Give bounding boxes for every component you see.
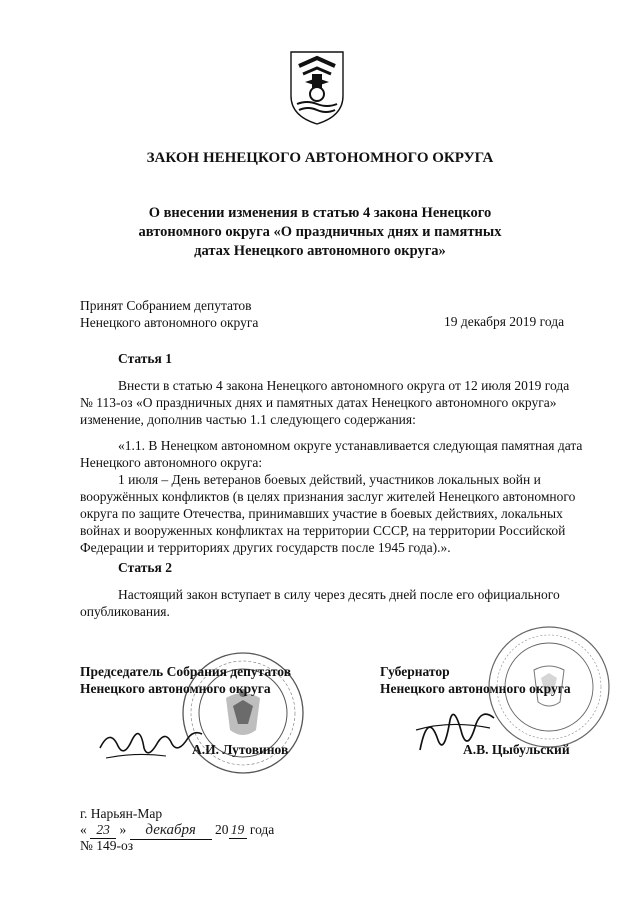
signatory-title: Ненецкого автономного округа <box>380 681 571 696</box>
adopted-line: Ненецкого автономного округа <box>80 315 259 330</box>
date-quote-open: « <box>80 822 87 837</box>
law-number: № 149-оз <box>80 838 134 853</box>
article-1-paragraph-2 <box>80 437 583 471</box>
adopted-line: Принят Собранием депутатов <box>80 298 252 313</box>
text-line: войнах и вооруженных конфликтах на территории СССР, на территории Российской <box>80 523 566 538</box>
coat-of-arms-icon <box>287 48 347 128</box>
handwritten-signature-right <box>410 700 500 760</box>
signatory-title: Губернатор <box>380 664 450 679</box>
article-1-heading: Статья 1 <box>118 351 172 366</box>
subtitle-line: датах Ненецкого автономного округа» <box>194 243 446 259</box>
text-line: вооружённых конфликтов (в целях признания заслуг жителей Ненецкого автономного <box>80 489 576 504</box>
signatory-name-left: А.И. Лутовинов <box>192 742 289 757</box>
date-day: 23 <box>90 822 116 839</box>
date-word: года <box>249 822 275 837</box>
document-subtitle <box>0 204 640 261</box>
date-month: декабря <box>130 822 212 840</box>
text-line: «1.1. В Ненецком автономном округе устанавливается следующая памятная дата <box>118 438 583 453</box>
handwritten-signature-left <box>96 718 206 768</box>
article-2-heading: Статья 2 <box>118 560 172 575</box>
text-line: Ненецкого автономного округа: <box>80 455 263 470</box>
text-line: Федерации и территориях других государств после 1945 года).». <box>80 540 451 555</box>
subtitle-line: О внесении изменения в статью 4 закона Ненецкого <box>148 205 492 221</box>
footer-place: г. Нарьян-Мар <box>80 806 163 821</box>
text-line: Внести в статью 4 закона Ненецкого автономного округа от 12 июля 2019 года <box>118 378 570 393</box>
document-title: ЗАКОН НЕНЕЦКОГО АВТОНОМНОГО ОКРУГА <box>146 150 494 166</box>
text-line: 1 июля – День ветеранов боевых действий, участников локальных войн и <box>118 472 541 487</box>
signatory-title: Ненецкого автономного округа <box>80 681 271 696</box>
signatory-name-right: А.В. Цыбульский <box>463 742 570 757</box>
article-1-paragraph-1 <box>80 377 570 428</box>
text-line: № 113-оз «О праздничных днях и памятных датах Ненецкого автономного округа» <box>80 395 557 410</box>
adopted-date: 19 декабря 2019 года <box>444 314 565 329</box>
date-year-suffix: 19 <box>229 822 247 839</box>
article-2-paragraph-1 <box>80 586 564 620</box>
text-line: Настоящий закон вступает в силу через десять дней после его официального <box>118 587 560 602</box>
signatory-title: Председатель Собрания депутатов <box>80 664 292 679</box>
coat-of-arms-emblem <box>287 48 347 128</box>
date-quote-close: » <box>119 822 127 837</box>
signature-block-right <box>380 663 571 697</box>
adopted-by <box>80 297 258 331</box>
text-line: изменение, дополнив частью 1.1 следующего содержания: <box>80 412 416 427</box>
date-year-prefix: 20 <box>215 822 229 837</box>
subtitle-line: автономного округа «О праздничных днях и памятных <box>138 224 502 240</box>
article-1-paragraph-3 <box>80 471 576 556</box>
signature-block-left <box>80 663 291 697</box>
text-line: округа по защите Отечества, принимавших участие в боевых действиях, локальных <box>80 506 563 521</box>
text-line: опубликования. <box>80 604 170 619</box>
